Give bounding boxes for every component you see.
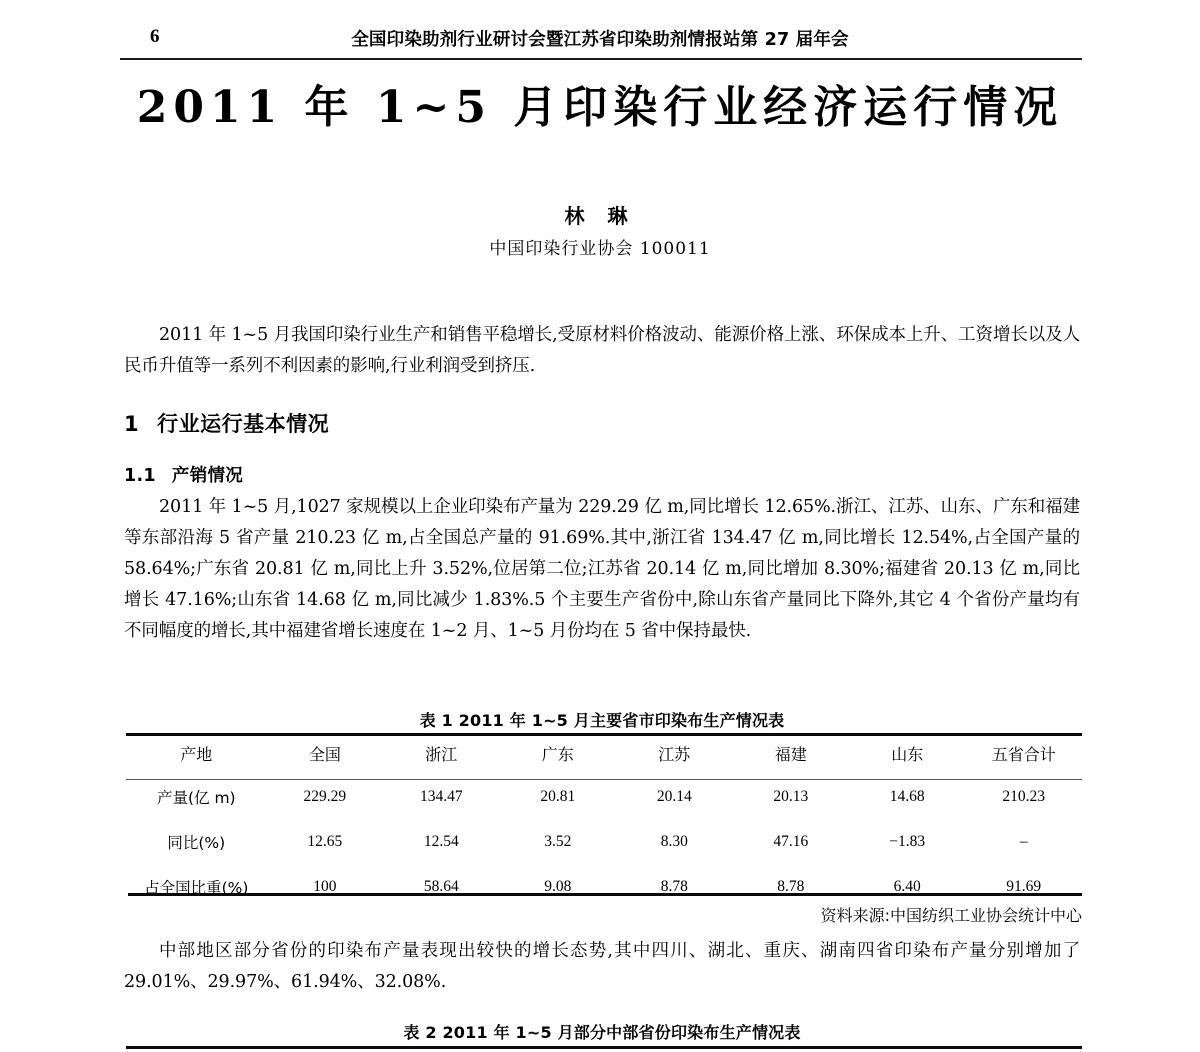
table1-row1-label: 同比(%) bbox=[167, 834, 226, 852]
table1-row0-cell3: 20.14 bbox=[656, 788, 692, 805]
page-title: 2011 年 1~5 月印染行业经济运行情况 bbox=[136, 82, 1064, 133]
table1-row1-cell2: 3.52 bbox=[544, 833, 572, 850]
table1-col-header-5: 福建 bbox=[774, 745, 807, 764]
section-number-1: 1 bbox=[124, 412, 140, 436]
table1-row0-cell5: 14.68 bbox=[889, 788, 925, 805]
table1-row2-cell3: 8.78 bbox=[660, 878, 688, 895]
table1-row1-cell5: −1.83 bbox=[889, 833, 926, 850]
production-paragraph: 2011 年 1~5 月,1027 家规模以上企业印染布产量为 229.29 亿 m,同比增长 12.65%.浙江、江苏、山东、广东和福建等东部沿海 5 省产量 210.23 亿 m,占全国总产量的 91.69%.其中,浙江省 134.47 亿 m,同比增长 12.54%,占全国产量的 58.64%;广东省 20.81 亿 m,同比上升 3.52%,位居第二位;江苏省 20.14 亿 m,同比增加 8.30%;福建省 20.13 亿 m,同比增长 47.16%;山东省 14.68 亿 m,同比减少 1.83%.5 个主要生产省份中,除山东省产量同比下降外,其它 4 个省份产量均有不同幅度的增长,其中福建省增长速度在 1~2 月、1~5 月份均在 5 省中保持最快. bbox=[124, 497, 1080, 641]
table1-row0-cell2: 20.81 bbox=[540, 788, 576, 805]
section-heading-1-1 bbox=[124, 462, 243, 487]
table1-row0-cell4: 20.13 bbox=[773, 788, 809, 805]
table1-row0-cell6: 210.23 bbox=[1002, 788, 1046, 805]
table1-caption: 表 1 2011 年 1~5 月主要省市印染布生产情况表 bbox=[419, 711, 785, 730]
page-number: 6 bbox=[150, 26, 160, 47]
table2-top-rule bbox=[126, 1046, 1082, 1049]
table1-col-header-6: 山东 bbox=[891, 745, 924, 764]
table1-row2-cell0: 100 bbox=[313, 878, 337, 895]
table1-row0-label: 产量(亿 m) bbox=[156, 789, 236, 807]
table1-source-note: 资料来源:中国纺织工业协会统计中心 bbox=[820, 906, 1082, 925]
middle-paragraph: 中部地区部分省份的印染布产量表现出较快的增长态势,其中四川、湖北、重庆、湖南四省印染布产量分别增加了 29.01%、29.97%、61.94%、32.08%. bbox=[124, 941, 1080, 992]
table1-row2-cell5: 6.40 bbox=[893, 878, 921, 895]
table1-row1-cell1: 12.54 bbox=[423, 833, 459, 850]
table1-row2-cell6: 91.69 bbox=[1006, 878, 1042, 895]
table1-wrapper bbox=[126, 733, 1082, 910]
abstract-paragraph: 2011 年 1~5 月我国印染行业生产和销售平稳增长,受原材料价格波动、能源价格上涨、环保成本上升、工资增长以及人民币升值等一系列不利因素的影响,行业利润受到挤压. bbox=[124, 325, 1080, 376]
table1-col-header-4: 江苏 bbox=[658, 745, 691, 764]
table2-caption: 表 2 2011 年 1~5 月部分中部省份印染布生产情况表 bbox=[403, 1023, 801, 1042]
table1-body bbox=[126, 775, 1082, 910]
table1-row2-label: 占全国比重(%) bbox=[144, 879, 249, 897]
table1-row1-cell3: 8.30 bbox=[660, 833, 688, 850]
author-name: 林 琳 bbox=[564, 204, 636, 228]
table1-row1-cell0: 12.65 bbox=[307, 833, 343, 850]
author-affiliation: 中国印染行业协会 100011 bbox=[489, 239, 711, 259]
section-heading-1 bbox=[124, 408, 329, 438]
table1-col-header-1: 全国 bbox=[308, 745, 341, 764]
table-header-row bbox=[126, 733, 1082, 775]
table1-head bbox=[126, 733, 1082, 775]
section-number-1-1: 1.1 bbox=[124, 466, 156, 486]
table1-row2-cell2: 9.08 bbox=[544, 878, 572, 895]
table1-row0-cell1: 134.47 bbox=[419, 788, 463, 805]
table1-row0-cell0: 229.29 bbox=[303, 788, 347, 805]
table1-row2-cell4: 8.78 bbox=[777, 878, 805, 895]
header-rule bbox=[120, 58, 1082, 60]
table1-row1-cell6: – bbox=[1019, 833, 1028, 850]
section-title-1: 行业运行基本情况 bbox=[157, 412, 330, 436]
section-title-1-1: 产销情况 bbox=[171, 466, 244, 486]
table1-col-header-3: 广东 bbox=[541, 745, 574, 764]
table1-col-header-7: 五省合计 bbox=[991, 745, 1056, 764]
running-head bbox=[120, 26, 1080, 56]
table1-row1-cell4: 47.16 bbox=[773, 833, 809, 850]
table1-col-header-0: 产地 bbox=[180, 745, 213, 764]
table1 bbox=[126, 733, 1082, 910]
running-head-title: 全国印染助剂行业研讨会暨江苏省印染助剂情报站第 27 届年会 bbox=[351, 30, 849, 50]
table1-col-header-2: 浙江 bbox=[425, 745, 458, 764]
table-row bbox=[126, 820, 1082, 865]
table-row bbox=[126, 775, 1082, 820]
table1-row2-cell1: 58.64 bbox=[423, 878, 459, 895]
